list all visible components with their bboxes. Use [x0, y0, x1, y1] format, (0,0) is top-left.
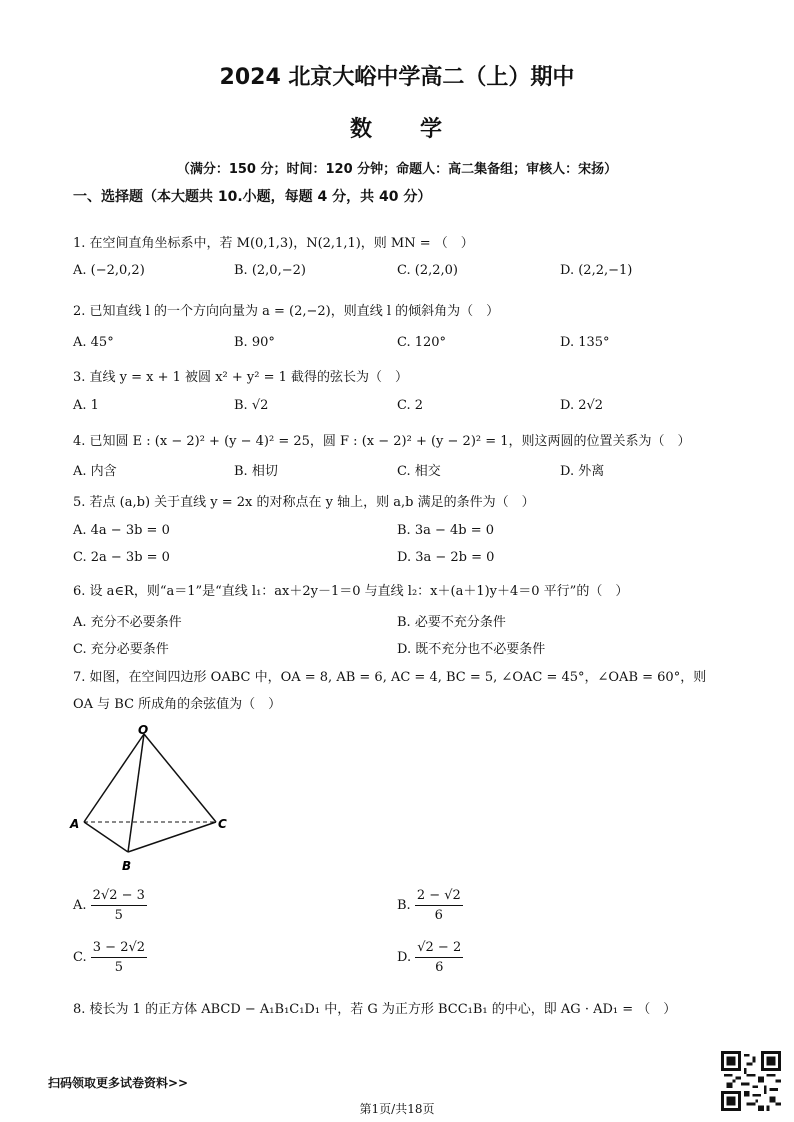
tetrahedron-figure [66, 722, 236, 877]
question-4-option-a: A. 内含 [73, 464, 117, 479]
question-7-option-d [397, 940, 463, 975]
option-label: B. [397, 898, 411, 913]
question-4-option-c: C. 相交 [397, 464, 441, 479]
edge-bc [128, 822, 216, 852]
section-heading: 一、选择题（本大题共 10.小题，每题 4 分，共 40 分） [73, 189, 432, 205]
question-7-option-a [73, 888, 147, 923]
fraction [415, 888, 463, 923]
question-7-stem: 7. 如图，在空间四边形 OABC 中，OA = 8, AB = 6, AC = 4, BC = 5, ∠OAC = 45°，∠OAB = 60°，则 [73, 670, 707, 685]
fraction-numerator: 2 − √2 [415, 888, 463, 906]
question-2-option-a: A. 45° [73, 335, 114, 350]
fraction-numerator: 3 − 2√2 [91, 940, 147, 958]
fraction [415, 940, 463, 975]
question-3-option-a: A. 1 [73, 398, 99, 413]
fraction-denominator: 6 [434, 908, 443, 923]
page-number: 第1页/共18页 [359, 1102, 435, 1116]
question-4-option-d: D. 外离 [560, 464, 605, 479]
fraction [91, 940, 147, 975]
question-3-option-c: C. 2 [397, 398, 424, 413]
question-1-option-d: D. (2,2,−1) [560, 263, 633, 278]
promo-text[interactable]: 扫码领取更多试卷资料>> [48, 1076, 189, 1090]
question-1-stem: 1. 在空间直角坐标系中，若 M(0,1,3)，N(2,1,1)，则 MN = （ ） [73, 236, 474, 251]
fraction-denominator: 5 [114, 960, 124, 975]
question-5-option-c: C. 2a − 3b = 0 [73, 550, 170, 565]
subject-char-1: 数 [349, 117, 374, 142]
question-1-option-b: B. (2,0,−2) [234, 263, 306, 278]
question-5-option-d: D. 3a − 2b = 0 [397, 550, 495, 565]
question-2-option-b: B. 90° [234, 335, 275, 350]
question-4-option-b: B. 相切 [234, 464, 278, 479]
question-2-option-c: C. 120° [397, 335, 447, 350]
vertex-label-c: C [218, 817, 227, 831]
question-6-option-a: A. 充分不必要条件 [73, 615, 182, 630]
question-6-option-b: B. 必要不充分条件 [397, 615, 506, 630]
subject-char-2: 学 [420, 117, 445, 142]
question-1-option-a: A. (−2,0,2) [73, 263, 145, 278]
question-6-option-c: C. 充分必要条件 [73, 642, 169, 657]
question-1-option-c: C. (2,2,0) [397, 263, 458, 278]
page-title: 2024 北京大峪中学高二（上）期中 [219, 65, 575, 90]
fraction-denominator: 6 [435, 960, 444, 975]
question-3-option-d: D. 2√2 [560, 398, 604, 413]
question-6-option-d: D. 既不充分也不必要条件 [397, 642, 546, 657]
fraction-denominator: 5 [114, 908, 123, 923]
question-3-option-b: B. √2 [234, 398, 269, 413]
vertex-label-b: B [122, 859, 132, 873]
fraction-numerator: 2√2 − 3 [91, 888, 147, 906]
question-5-stem: 5. 若点 (a,b) 关于直线 y = 2x 的对称点在 y 轴上，则 a,b 满足的条件为（ ） [73, 495, 535, 510]
question-5-option-b: B. 3a − 4b = 0 [397, 523, 495, 538]
fraction-numerator: √2 − 2 [415, 940, 463, 958]
question-2-option-d: D. 135° [560, 335, 610, 350]
exam-info: （满分：150 分；时间：120 分钟；命题人：高二集备组；审核人：宋扬） [176, 162, 618, 177]
option-label: D. [397, 950, 412, 965]
question-7-option-c [73, 940, 147, 975]
question-6-stem: 6. 设 a∈R，则“a＝1”是“直线 l₁：ax＋2y－1＝0 与直线 l₂：x＋(a＋1)y＋4＝0 平行”的（ ） [73, 584, 629, 599]
question-7-stem-line2: OA 与 BC 所成角的余弦值为（ ） [73, 697, 282, 712]
edge-ob [128, 734, 144, 852]
question-8-stem: 8. 棱长为 1 的正方体 ABCD − A₁B₁C₁D₁ 中，若 G 为正方形 BCC₁B₁ 的中心，即 AG · AD₁ = （ ） [73, 1002, 677, 1017]
edge-ab [84, 822, 128, 852]
edge-oc [144, 734, 216, 822]
question-3-stem: 3. 直线 y = x + 1 被圆 x² + y² = 1 截得的弦长为（ ） [73, 370, 409, 385]
vertex-label-a: A [70, 817, 80, 831]
option-label: C. [73, 950, 87, 965]
edge-oa [84, 734, 144, 822]
question-7-option-b [397, 888, 463, 923]
option-label: A. [73, 898, 87, 913]
question-4-stem: 4. 已知圆 E : (x − 2)² + (y − 4)² = 25，圆 F : (x − 2)² + (y − 2)² = 1，则这两圆的位置关系为（ ） [73, 434, 691, 449]
question-2-stem: 2. 已知直线 l 的一个方向向量为 a = (2,−2)，则直线 l 的倾斜角为（ ） [73, 304, 500, 319]
question-5-option-a: A. 4a − 3b = 0 [73, 523, 170, 538]
fraction [91, 888, 147, 923]
subject-heading [0, 112, 794, 143]
vertex-label-o: O [138, 723, 149, 737]
